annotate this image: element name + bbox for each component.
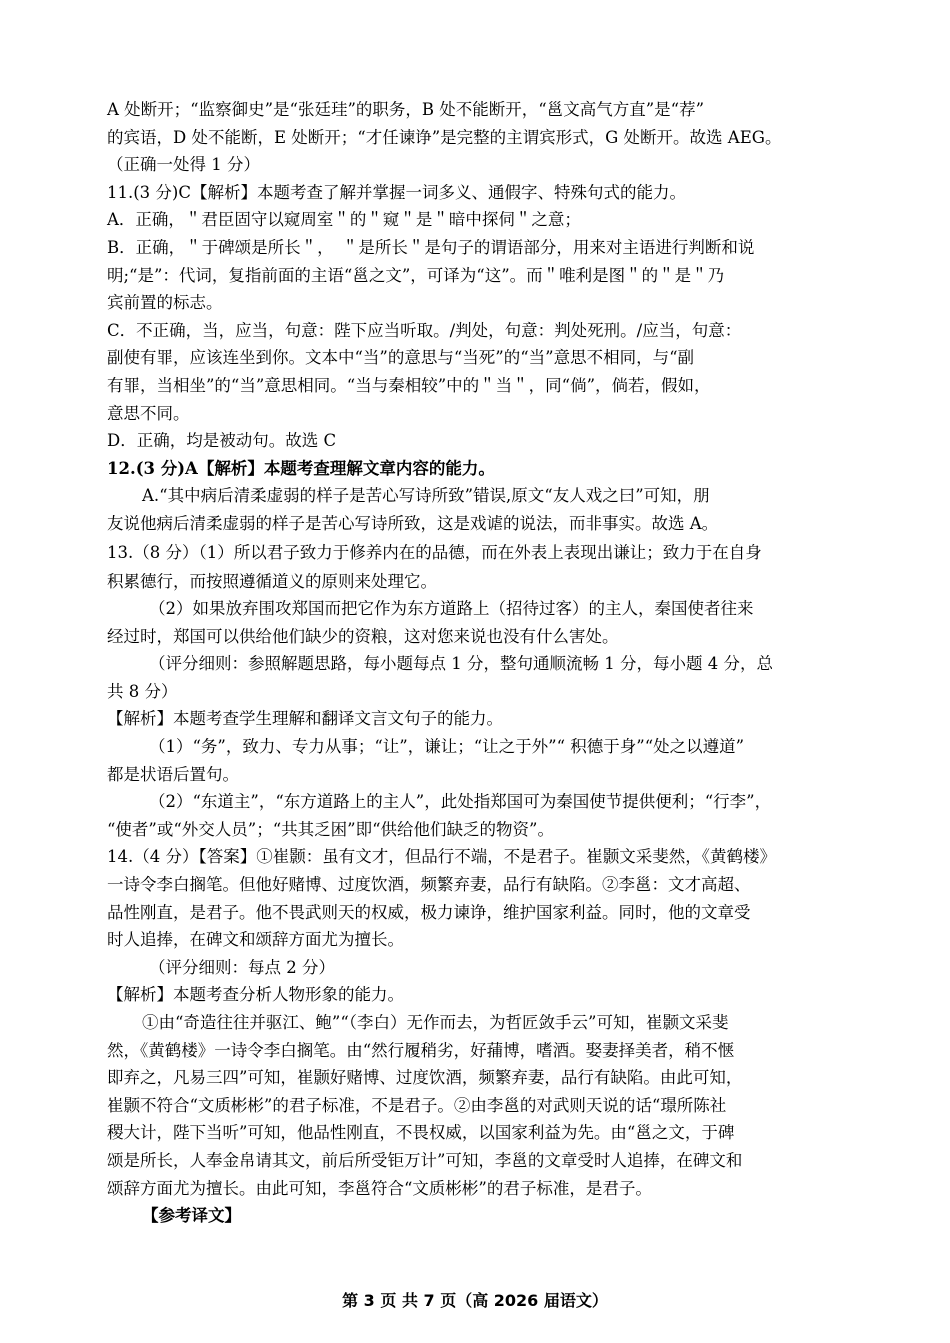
option-a: A．正确，＂君臣固守以窥周室＂的＂窥＂是＂暗中探伺＂之意； [107,210,581,230]
text-line: （1）“务”，致力、专力从事；“让”，谦让；“让之于外”“ 积德于身”“处之以遵道” [149,737,745,757]
page-footer: 第 3 页 共 7 页（高 2026 届语文） [342,1291,608,1310]
text-line: 颂是所长，人奉金帛请其文，前后所受钜万计”可知，李邕的文章受时人追捧，在碑文和 [107,1150,743,1170]
text-line: 意思不同。 [107,403,190,423]
option-c: C．不正确，当，应当，句意：陛下应当听取。/判处，句意：判处死刑。/应当，句意： [107,320,742,340]
document-body [107,96,847,1230]
option-d: D．正确，均是被动句。故选 C [107,431,337,451]
text-line: 然，《黄鹤楼》一诗令李白搁笔。由“然行履稍劣，好蒱博，嗜酒。娶妻择美者，稍不惬 [107,1040,735,1060]
text-line: 品性刚直，是君子。他不畏武则天的权威，极力谏诤，维护国家利益。同时，他的文章受 [107,902,751,922]
text-line: 颂辞方面尤为擅长。由此可知，李邕符合“文质彬彬”的君子标准，是君子。 [107,1178,652,1198]
reference-translation-heading: 【参考译文】 [142,1206,241,1226]
text-line: 有罪，当相坐”的“当”意思相同。“当与秦相较”中的＂当＂，同“倘”，倘若，假如， [107,375,711,395]
text-line: 即弃之，凡易三四”可知，崔颢好赌博、过度饮酒，频繁弃妻，品行有缺陷。由此可知， [107,1068,743,1088]
text-line: 经过时，郑国可以供给他们缺少的资粮，这对您来说也没有什么害处。 [107,626,619,646]
text-line: 宾前置的标志。 [107,293,223,313]
text-line: 崔颢不符合“文质彬彬”的君子标准，不是君子。②由李邕的对武则天说的话“璟所陈社 [107,1095,727,1115]
analysis-heading: 【解析】本题考查学生理解和翻译文言文句子的能力。 [107,709,503,729]
question-14-heading: 14.（4 分）【答案】①崔颢：虽有文才，但品行不端，不是君子。崔颢文采斐然，《黄鹤楼》 [107,847,776,867]
text-line: A 处断开；“监察御史”是“张廷珪”的职务，B 处不能断开，“邕文高气方直”是“荐” [107,100,705,119]
question-12-heading: 12.(3 分)A【解析】本题考查理解文章内容的能力。 [107,458,495,478]
text-line: 积累德行，而按照遵循道义的原则来处理它。 [107,571,437,591]
text-line: 共 8 分） [107,681,178,701]
text-line: 时人追捧，在碑文和颂辞方面尤为擅长。 [107,930,404,950]
text-line: 明;“是”：代词，复指前面的主语“邕之文”，可译为“这”。而＂唯利是图＂的＂是＂乃 [107,265,725,285]
text-line: 友说他病后清柔虚弱的样子是苦心写诗所致，这是戏谑的说法，而非事实。故选 A。 [107,513,719,533]
text-line: A.“其中病后清柔虚弱的样子是苦心写诗所致”错误,原文“友人戏之曰”可知，朋 [142,486,710,506]
text-line: ①由“奇造往往并驱江、鲍”“（李白）无作而去，为哲匠敛手云”可知，崔颢文采斐 [142,1013,729,1032]
scoring-note: （评分细则：参照解题思路，每小题每点 1 分，整句通顺流畅 1 分，每小题 4 分，总 [149,654,773,674]
text-line: 一诗令李白搁笔。但他好赌博、过度饮酒，频繁弃妻，品行有缺陷。②李邕：文才高超、 [107,875,751,895]
text-line: （正确一处得 1 分） [107,155,260,175]
analysis-heading: 【解析】本题考查分析人物形象的能力。 [107,985,404,1005]
text-line: 的宾语，D 处不能断，E 处断开；“才任谏诤”是完整的主谓宾形式，G 处断开。故选 AEG。 [107,127,782,147]
text-line: （2）如果放弃围攻郑国而把它作为东方道路上（招待过客）的主人，秦国使者往来 [149,599,754,619]
question-11-heading: 11.(3 分)C【解析】本题考查了解并掌握一词多义、通假字、特殊句式的能力。 [107,182,686,202]
text-line: 稷大计，陛下当听”可知，他品性刚直，不畏权威，以国家利益为先。由“邕之文，于碑 [107,1123,735,1143]
text-line: “使者”或“外交人员”；“共其乏困”即“供给他们缺乏的物资”。 [107,819,554,839]
text-line: （2）“东道主”，“东方道路上的主人”，此处指郑国可为秦国使节提供便利；“行李”， [149,792,772,812]
option-b: B．正确，＂于碑颂是所长＂， ＂是所长＂是句子的谓语部分，用来对主语进行判断和说 [107,237,755,257]
scoring-note: （评分细则：每点 2 分） [149,957,335,977]
text-line: 副使有罪，应该连坐到你。文本中“当”的意思与“当死”的“当”意思不相同，与“副 [107,348,695,368]
text-line: 都是状语后置句。 [107,764,239,784]
question-13-heading: 13.（8 分）（1）所以君子致力于修养内在的品德，而在外表上表现出谦让；致力于在自身 [107,542,762,562]
